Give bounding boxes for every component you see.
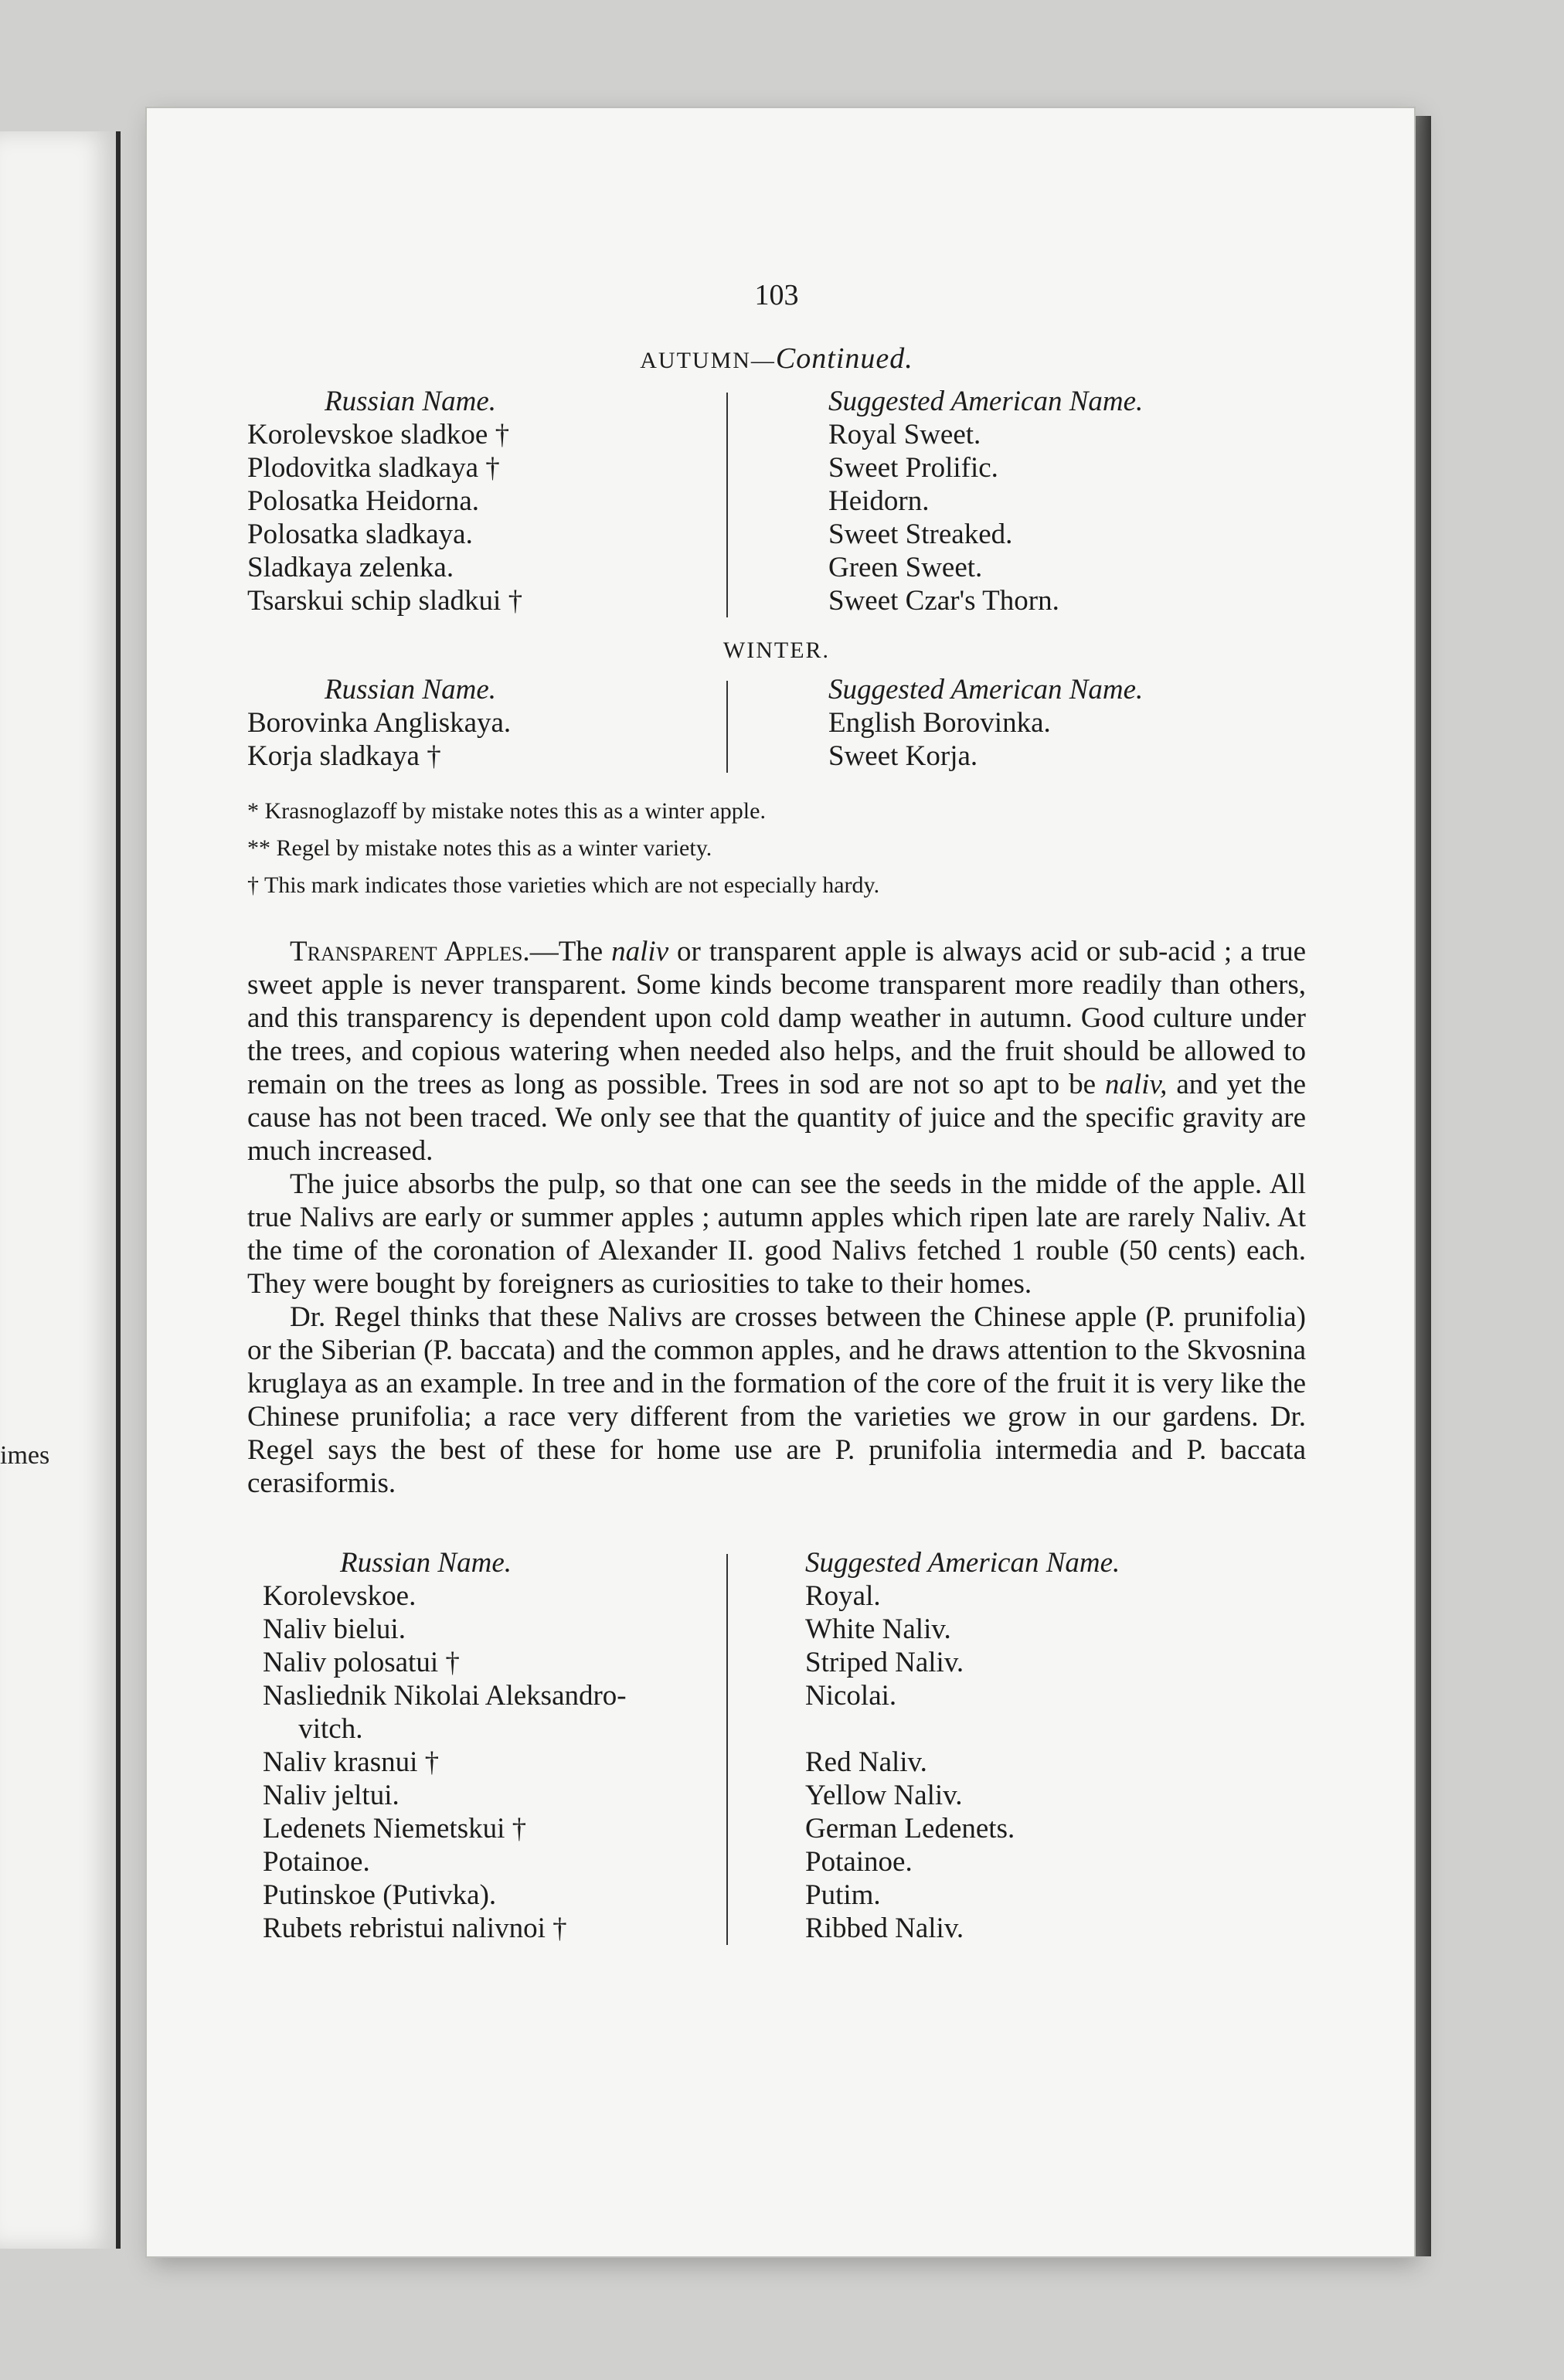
naliv-american-item: Red Naliv.: [805, 1746, 927, 1778]
naliv-term: naliv,: [1104, 1069, 1168, 1100]
winter-russian-column: [247, 673, 726, 773]
naliv-russian-column: [247, 1546, 726, 1945]
juice-paragraph: The juice absorbs the pulp, so that one can see the seeds in the midde of the apple. All true Nalivs are early or summer apples ; autumn apples which ripen late are rarely Naliv. At the time of the coronation of Alexander II. good Nalivs fetched 1 rouble (50 cents) each. They were bought by foreigners as curiosities to take to their homes.: [247, 1168, 1306, 1300]
naliv-american-item: Royal.: [805, 1580, 881, 1612]
naliv-russian-item: Naliv jeltui.: [263, 1780, 400, 1811]
winter-russian-head: Russian Name.: [325, 674, 496, 706]
page-number: 103: [754, 279, 799, 311]
naliv-american-item: German Ledenets.: [805, 1813, 1015, 1844]
autumn-american-item: Heidorn.: [828, 485, 930, 517]
winter-russian-item: Borovinka Angliskaya.: [247, 707, 512, 739]
autumn-table: [247, 385, 1306, 617]
autumn-american-head: Suggested American Name.: [828, 386, 1144, 417]
transparent-apples-paragraph: [247, 935, 1306, 1168]
adjacent-page-text: imes: [0, 1441, 50, 1470]
autumn-american-item: Sweet Streaked.: [828, 518, 1013, 550]
paragraph-text: —The: [529, 936, 612, 967]
autumn-russian-item: Sladkaya zelenka.: [247, 552, 454, 583]
naliv-american-item: Yellow Naliv.: [805, 1780, 963, 1811]
footnote: * Krasnoglazoff by mistake notes this as a winter apple.: [247, 798, 766, 824]
naliv-russian-item: Naliv bielui.: [263, 1613, 406, 1645]
page-edge: [1414, 116, 1431, 2256]
footnote: † This mark indicates those varieties which are not especially hardy.: [247, 872, 880, 898]
winter-american-head: Suggested American Name.: [828, 674, 1144, 706]
naliv-russian-item: Korolevskoe.: [263, 1580, 416, 1612]
transparent-apples-title: Transparent Apples.: [290, 936, 530, 967]
naliv-russian-item: Naliv polosatui †: [263, 1647, 460, 1678]
naliv-russian-item: vitch.: [263, 1713, 363, 1745]
autumn-russian-item: Korolevskoe sladkoe †: [247, 419, 510, 450]
winter-american-item: English Borovinka.: [828, 707, 1051, 739]
autumn-american-item: Royal Sweet.: [828, 419, 981, 450]
naliv-american-head: Suggested American Name.: [805, 1547, 1120, 1579]
winter-american-column: [728, 673, 1143, 773]
naliv-russian-item: Putinskoe (Putivka).: [263, 1879, 497, 1911]
paragraph-text: or transparent apple is always acid or sub-acid ; a true sweet apple is never transparent. Some kinds become transparent more readily than others, and this transparency is dependent upon cold damp weather in autumn. Good culture under the trees, and copious watering when needed also helps, and the fruit should be allowed to remain on the trees as long as possible. Trees in sod are not so apt to be: [247, 936, 1306, 1100]
naliv-russian-item: Nasliednik Nikolai Aleksandro-: [263, 1680, 627, 1712]
autumn-heading: [247, 342, 1306, 376]
adjacent-page: [0, 131, 121, 2249]
autumn-russian-item: Tsarskui schip sladkui †: [247, 585, 523, 617]
naliv-american-item: Nicolai.: [805, 1680, 897, 1712]
naliv-american-item: Striped Naliv.: [805, 1647, 964, 1678]
naliv-american-item: White Naliv.: [805, 1613, 951, 1645]
autumn-american-item: Sweet Czar's Thorn.: [828, 585, 1059, 617]
page-content: [247, 278, 1306, 1945]
winter-american-item: Sweet Korja.: [828, 740, 978, 772]
naliv-russian-item: Potainoe.: [263, 1846, 370, 1878]
autumn-russian-item: Polosatka sladkaya.: [247, 518, 473, 550]
naliv-russian-head: Russian Name.: [340, 1547, 512, 1579]
naliv-russian-item: Ledenets Niemetskui †: [263, 1813, 527, 1844]
naliv-russian-item: Rubets rebristui nalivnoi †: [263, 1912, 567, 1944]
naliv-russian-item: Naliv krasnui †: [263, 1746, 440, 1778]
winter-russian-item: Korja sladkaya †: [247, 740, 441, 772]
paragraph-text: and yet the cause has not been traced. We only see that the quantity of juice and the specific gravity are much increased.: [247, 1069, 1306, 1167]
book-page: [147, 108, 1414, 2256]
naliv-american-item: Ribbed Naliv.: [805, 1912, 964, 1944]
footnote: ** Regel by mistake notes this as a winter variety.: [247, 835, 712, 861]
autumn-american-item: Sweet Prolific.: [828, 452, 998, 484]
winter-heading: WINTER.: [722, 638, 831, 663]
footnotes: [247, 793, 1306, 904]
autumn-russian-item: Plodovitka sladkaya †: [247, 452, 500, 484]
naliv-american-item: [805, 1712, 1120, 1746]
autumn-russian-head: Russian Name.: [325, 386, 496, 417]
naliv-american-item: Putim.: [805, 1879, 881, 1911]
naliv-american-column: [728, 1546, 1120, 1945]
autumn-heading-prefix: AUTUMN—: [640, 348, 776, 373]
naliv-table: [247, 1546, 1306, 1945]
autumn-heading-continued: Continued.: [775, 342, 913, 375]
naliv-term: naliv: [611, 936, 669, 967]
regel-paragraph: Dr. Regel thinks that these Nalivs are crosses between the Chinese apple (P. prunifolia) or the Siberian (P. baccata) and the common apples, and he draws attention to the Skvosnina kruglaya as an example. In tree and in the formation of the core of the fruit it is very like the Chinese prunifolia; a race very different from the varieties we grow in our gardens. Dr. Regel says the best of these for home use are P. prunifolia intermedia and P. baccata cerasiformis.: [247, 1301, 1306, 1499]
autumn-american-item: Green Sweet.: [828, 552, 983, 583]
naliv-american-item: Potainoe.: [805, 1846, 913, 1878]
winter-table: [247, 673, 1306, 773]
autumn-russian-item: Polosatka Heidorna.: [247, 485, 480, 517]
autumn-american-column: [728, 385, 1143, 617]
autumn-russian-column: [247, 385, 726, 617]
